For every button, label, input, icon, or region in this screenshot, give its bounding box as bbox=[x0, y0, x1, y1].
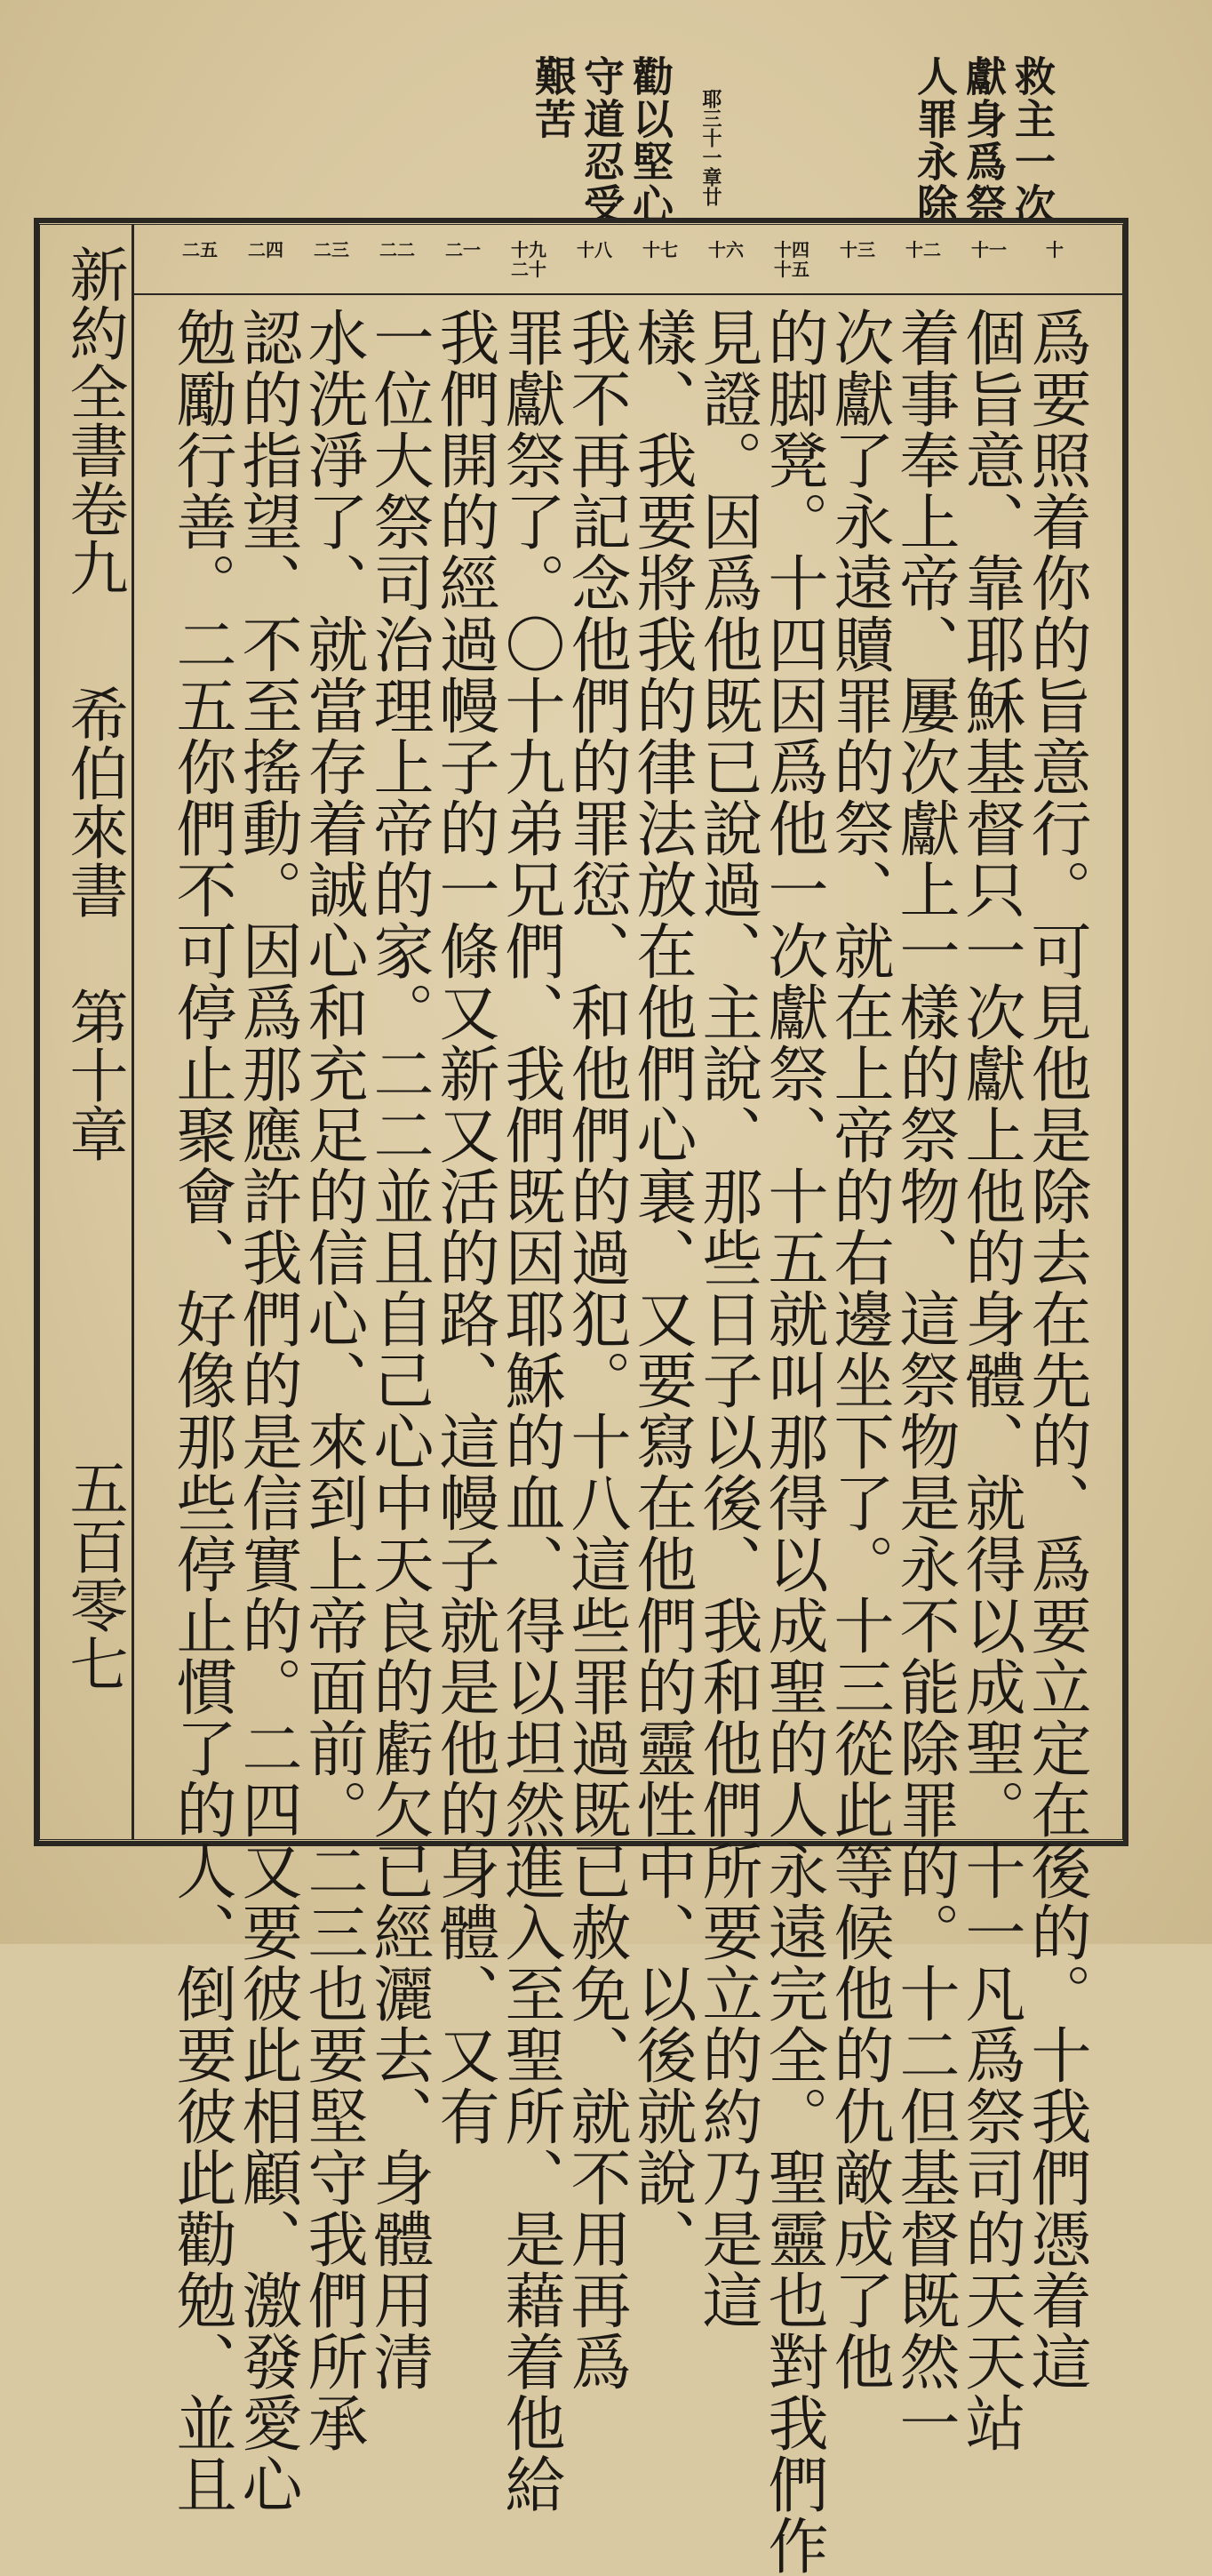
verse-number: 二二 bbox=[379, 239, 415, 260]
verse-number: 二五 bbox=[182, 239, 218, 260]
text-column: 罪獻祭了。〇十九弟兄們、我們既因耶穌的血、得以坦然進入至聖所、是藉着他給 bbox=[495, 307, 565, 2515]
text-column: 水洗淨了、就當存着誠心和充足的信心、來到上帝面前。二三也要堅守我們所承 bbox=[298, 307, 368, 2453]
text-column: 樣、我要將我的律法放在他們心裏、又要寫在他們的靈性中、以後就說、 bbox=[626, 307, 697, 2269]
margin-separator bbox=[132, 224, 134, 1840]
headnote-col-3: 人罪永除 bbox=[911, 55, 959, 226]
verse-number: 二三 bbox=[314, 239, 349, 260]
verse-number: 二一 bbox=[445, 239, 481, 260]
text-column: 一位大祭司治理上帝的家。二二並且自己心中天良的虧欠已經灑去、身體用清 bbox=[363, 307, 434, 2392]
verse-number: 十 bbox=[1046, 239, 1064, 260]
text-column: 個旨意、靠耶穌基督只一次獻上他的身體、就得以成聖。十一凡爲祭司的天天站 bbox=[955, 307, 1025, 2453]
verse-number: 十九二十 bbox=[511, 239, 546, 280]
text-column: 我不再記念他們的罪愆、和他們的過犯。十八這些罪過既已赦免、就不用再爲 bbox=[561, 307, 631, 2392]
cross-reference: 耶三十一章廿 bbox=[699, 89, 722, 206]
verse-number: 十一 bbox=[971, 239, 1007, 260]
verse-number: 十八 bbox=[577, 239, 612, 260]
text-column: 見證。因爲他既已說過、主說、那些日子以後、我和他們所要立的約乃是這 bbox=[692, 307, 762, 2331]
verse-number: 二四 bbox=[248, 239, 283, 260]
epistle-title: 希伯來書 bbox=[60, 684, 128, 919]
verse-number: 十六 bbox=[708, 239, 744, 260]
page-number: 五百零七 bbox=[60, 1458, 128, 1692]
text-column: 我們開的經過幔子的一條又新又活的路、這幔子就是他的身體、又有 bbox=[429, 307, 499, 2147]
verse-number: 十三 bbox=[840, 239, 875, 260]
text-column: 勉勵行善。二五你們不可停止聚會、好像那些停止慣了的人、倒要彼此勸勉、並且 bbox=[166, 307, 236, 2515]
text-column: 的脚凳。十四因爲他一次獻祭、十五就叫那得以成聖的人永遠完全。聖靈也對我們作 bbox=[758, 307, 828, 2576]
chapter-label: 第十章 bbox=[60, 987, 128, 1163]
verse-number: 十四十五 bbox=[774, 239, 809, 280]
text-column: 次獻了永遠贖罪的祭、就在上帝的右邊坐下了。十三從此等候他的仇敵成了他 bbox=[824, 307, 894, 2392]
verse-number: 十七 bbox=[642, 239, 678, 260]
headnote-col-6: 艱苦 bbox=[529, 55, 577, 140]
headnote-col-4: 勸以堅心 bbox=[626, 55, 674, 226]
headnote-col-1: 救主一次 bbox=[1009, 55, 1057, 226]
book-title: 新約全書卷九 bbox=[60, 244, 128, 596]
verse-number: 十二 bbox=[905, 239, 941, 260]
text-column: 認的指望、不至搖動。因爲那應許我們的是信實的。二四又要彼此相顧、激發愛心 bbox=[232, 307, 302, 2515]
headnote-col-2: 獻身爲祭 bbox=[960, 55, 1008, 226]
text-column: 着事奉上帝、屢次獻上一樣的祭物、這祭物是永不能除罪的。十二但基督既然一 bbox=[889, 307, 960, 2453]
text-column: 爲要照着你的旨意行。可見他是除去在先的、爲要立定在後的。十我們憑着這 bbox=[1021, 307, 1091, 2392]
headnote-col-5: 守道忍受 bbox=[578, 55, 626, 226]
verse-number-rule bbox=[132, 293, 1123, 295]
